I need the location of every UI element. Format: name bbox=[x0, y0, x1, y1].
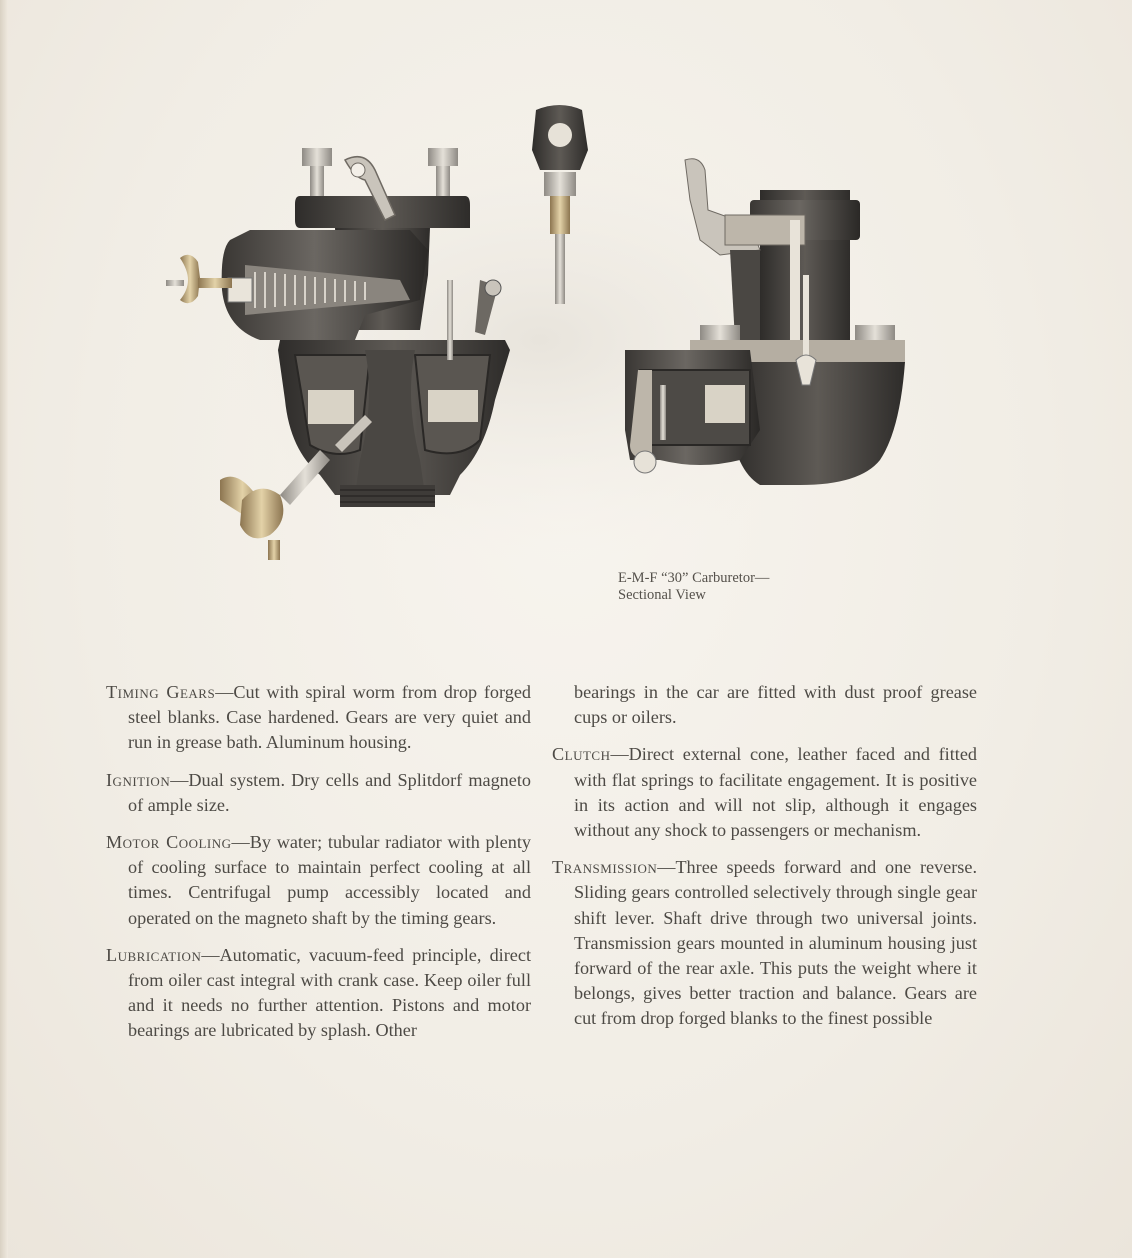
left-column bbox=[106, 680, 531, 1056]
heading-lubrication: Lubrication bbox=[106, 944, 202, 965]
figure-caption bbox=[618, 570, 878, 604]
carburetor-illustration bbox=[160, 100, 920, 570]
paragraph-continuation: bearings in the car are fitted with dust proof grease cups or oilers. bbox=[574, 682, 977, 728]
text-clutch: —Direct external cone, leather faced and fitted with flat springs to facilitate engagement. It is positive in its action and will not slip, although it engages without any shock to passengers or mechanism. bbox=[574, 744, 977, 841]
paragraph-lubrication bbox=[106, 943, 531, 1044]
caption-line-1: E-M-F “30” Carburetor— bbox=[618, 570, 770, 586]
heading-timing-gears: Timing Gears bbox=[106, 682, 216, 702]
text-transmission: —Three speeds forward and one reverse. Sliding gears controlled selectively through single gear shift lever. Shaft drive through two universal joints. Transmission gears mounted in aluminum housing just forward of the rear axle. This puts the weight where it belongs, gives better traction and balance. Gears are cut from drop forged blanks to the finest possible bbox=[574, 857, 977, 1029]
heading-transmission: Transmission bbox=[552, 857, 658, 878]
caption-line-2: Sectional View bbox=[618, 587, 706, 603]
paragraph-ignition bbox=[106, 768, 531, 818]
text-timing-gears: —Cut with spiral worm from drop forged steel blanks. Case hardened. Gears are very quiet and run in grease bath. Aluminum housing. bbox=[128, 682, 532, 753]
heading-clutch: Clutch bbox=[552, 744, 611, 765]
heading-ignition: Ignition bbox=[106, 769, 171, 790]
paragraph-timing-gears bbox=[106, 680, 531, 756]
text-motor-cooling: —By water; tubular radiator with plenty of cooling surface to maintain perfect cooling at all times. Centrifugal pump accessibly located and operated on the magneto shaft by the timing gears. bbox=[128, 832, 531, 928]
paragraph-clutch bbox=[552, 742, 977, 843]
text-lubrication: —Automatic, vacuum-feed principle, direct from oiler cast integral with crank case. Keep oiler full and it needs no further attention. Pistons and motor bearings are lubricated by splash. Other bbox=[128, 944, 531, 1041]
right-column bbox=[552, 680, 977, 1044]
paragraph-motor-cooling bbox=[106, 830, 531, 931]
paragraph-transmission bbox=[552, 855, 977, 1031]
text-ignition: —Dual system. Dry cells and Splitdorf magneto of ample size. bbox=[128, 769, 531, 815]
heading-motor-cooling: Motor Cooling bbox=[106, 832, 232, 853]
page-edge bbox=[0, 0, 8, 1258]
